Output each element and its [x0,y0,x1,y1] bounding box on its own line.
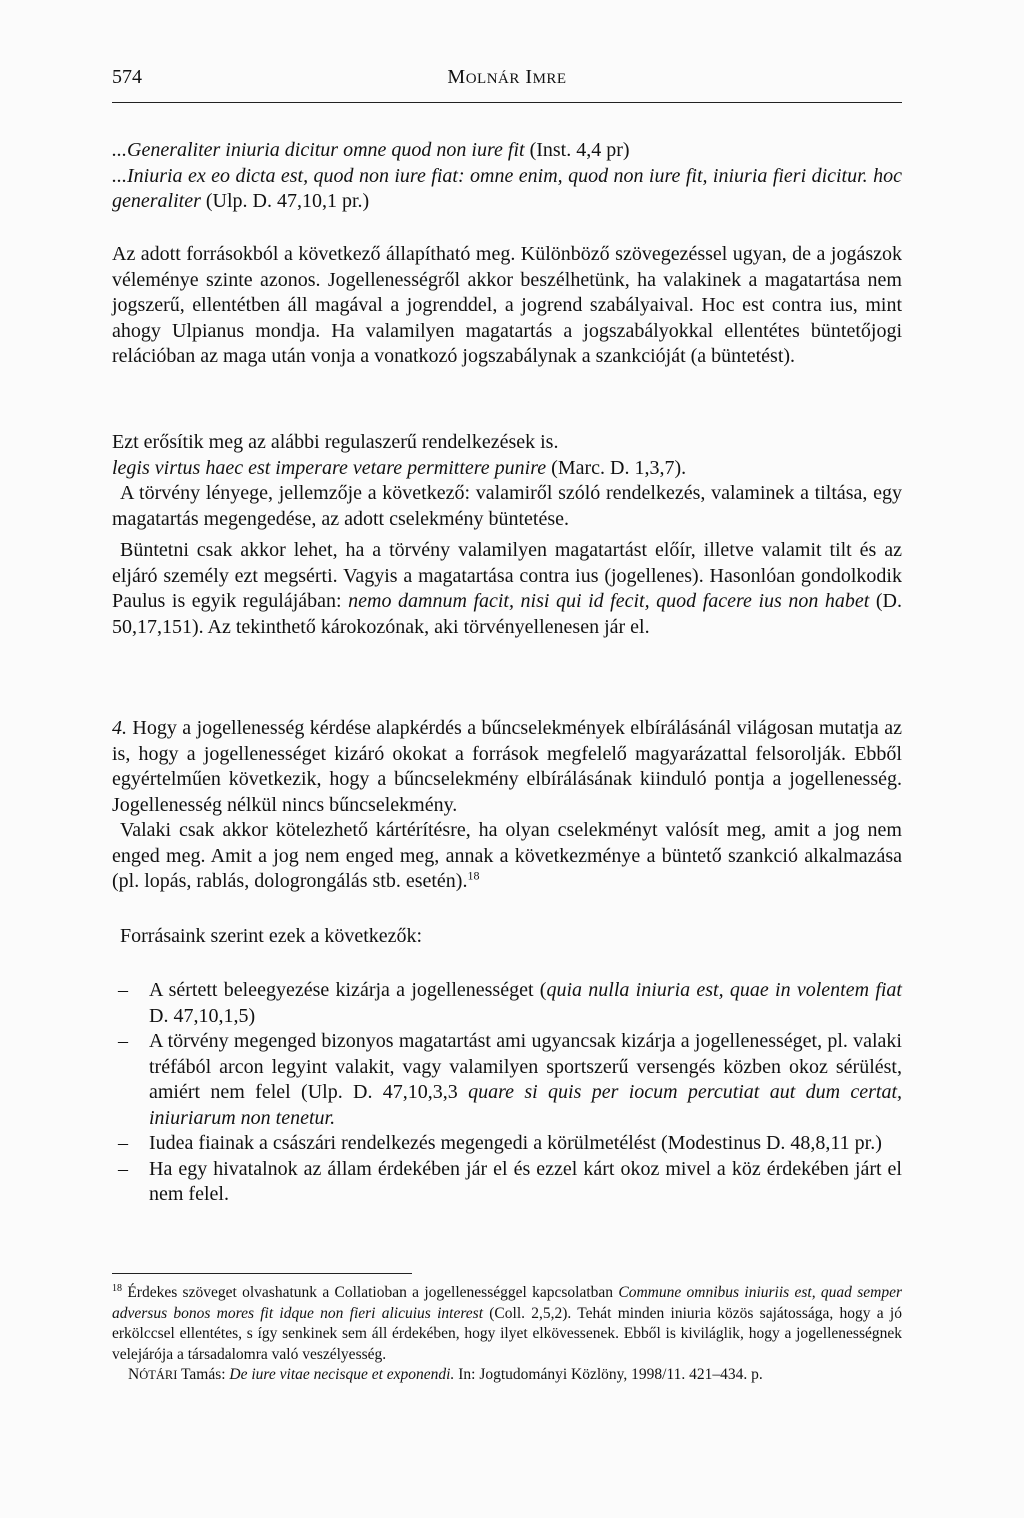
author-rest-2: MRE [532,71,567,87]
list-item-text: Iudea fiainak a császári rendelkezés megengedi a körülmetélést (Modestinus D. 48,8,11 pr.) [149,1132,882,1154]
paragraph-1 [112,242,902,370]
quote-2-ref: (Ulp. D. 47,10,1 pr.) [200,190,370,212]
citation-title: De iure vitae necisque et exponendi. [229,1366,455,1383]
footnote-citation [112,1365,902,1386]
paragraph-2-quote-latin: legis virtus haec est imperare vetare permittere punire [112,456,547,479]
list-item-latin: quia nulla iniuria est, quae in volentem fiat [546,979,902,1001]
paragraph-2-quote [112,456,902,482]
quote-2-latin: ...Iniuria ex eo dicta est, quod non iure fiat: omne enim, quod non iure fit, iniuria fieri dicitur. hoc generaliter [112,164,902,212]
paragraph-2-line-1: Ezt erősítik meg az alábbi regulaszerű rendelkezések is. [112,431,559,453]
footnote-18-text [112,1283,902,1365]
paragraph-3 [112,538,902,640]
quote-1-ref: (Inst. 4,4 pr) [524,139,630,161]
section-number: 4. [112,717,127,739]
list-item [112,1131,902,1157]
footnote-reference[interactable]: 18 [467,868,480,883]
section-4-p2-text: Valaki csak akkor kötelezhető kártérítésre, ha olyan cselekményt valósít meg, amit a jog nem enged meg. Amit a jog nem enged meg, annak a következménye a büntető szankció alkalmazása (pl. lopás, rablás, dologrongálás stb. esetén). [112,819,902,892]
exceptions-list [112,978,902,1208]
paragraph-3-text [112,538,902,640]
section-4-paragraph-3 [112,924,902,950]
footnote-latin: Commune omnibus iniuriis est, quad semper adversus bonos mores fit idque non fieri alicuius interest [112,1284,902,1322]
list-item-text: Ha egy hivatalnok az állam érdekében jár el és ezzel kárt okoz mivel a köz érdekében járt el nem felel. [149,1157,902,1205]
paragraph-3-text-2: (D. 50,17,151). Az tekinthető károkozónak, aki törvényellenesen jár el. [112,590,902,638]
author-cap-1: M [447,66,466,88]
list-dash: – [118,1132,128,1154]
list-item-text: A sértett beleegyezése kizárja a jogellenességet ( [149,979,547,1001]
list-item-text: A törvény megenged bizonyos magatartást ami ugyancsak kizárja a jogellenességet, pl. valaki tréfából arcon legyint valakit, vagy valamilyen sportszerű versengés közben okoz sérülést, amiért nem felel (Ulp. D. 47,10,3,3 [149,1030,902,1103]
quote-line-1 [112,138,902,164]
paragraph-2-line-3: A törvény lényege, jellemzője a következő: valamiről szóló rendelkezés, valaminek a tiltása, egy magatartás megengedése, az adott cselekmény büntetése. [112,482,902,530]
author-rest-1: OLNÁR [465,71,520,87]
quote-line-2 [112,164,902,215]
page-number: 574 [112,66,142,88]
citation-author-cap: N [128,1366,140,1383]
citation-author-rest: Tamás: [177,1366,230,1383]
quote-1-latin: ...Generaliter iniuria dicitur omne quod non iure fit [112,139,525,161]
citation-source: In: Jogtudományi Közlöny, 1998/11. 421–434. p. [454,1366,763,1383]
footnote-text-1: Érdekes szöveget olvashatunk a Collatioban a jogellenességgel kapcsolatban [122,1284,619,1301]
sources-intro: Forrásaink szerint ezek a következők: [120,925,423,947]
paragraph-2 [112,430,902,532]
page-header [112,66,902,103]
list-item-latin: quare si quis per iocum percutiat aut dum certat, iniuriarum non tenetur. [149,1081,902,1129]
section-4 [112,716,902,895]
list-item [112,1029,902,1131]
list-item [112,1157,902,1208]
footnote-text-2: (Coll. 2,5,2). Tehát minden iniuria közös sajátossága, hogy a jó erkölccsel ellentétes, s így senkinek sem áll érdekében, hogy ilyet elkövessenek. Ebből is kiviláglik, hogy a jogellenességnek velejárója a társadalomra való veszélyesség. [112,1304,902,1363]
section-4-paragraph-1 [112,716,902,818]
list-dash: – [118,1157,128,1180]
footnote-number: 18 [112,1282,122,1294]
footnote-divider [112,1273,412,1274]
section-4-p1-text: Hogy a jogellenesség kérdése alapkérdés a bűncselekmények elbírálásánál világosan mutatja az is, hogy a jogellenességet kizáró okokat a források megfelelő magyarázattal felsorolják. Ebből egyértelműen következik, hogy a bűncselekmény elbírálásának kiinduló pontja a jogellenesség. Jogellenesség nélkül nincs bűncselekmény. [112,717,902,816]
list-dash: – [118,979,128,1001]
list-item-text-end: D. 47,10,1,5) [149,1004,256,1027]
paragraph-2-quote-ref: (Marc. D. 1,3,7). [546,456,687,479]
list-dash: – [118,1030,128,1052]
section-4-paragraph-2 [112,818,902,895]
opening-quotes [112,138,902,215]
running-head-author [112,66,902,89]
list-item [112,978,902,1029]
footnote [112,1283,902,1386]
author-cap-2: I [525,66,533,88]
paragraph-3-text-1: Büntetni csak akkor lehet, ha a törvény valamilyen magatartást előír, illetve valamit tilt és az eljáró személy ezt megsérti. Vagyis a magatartása contra ius (jogellenes). Hasonlóan gondolkodik Paulus is egyik regulájában: [112,539,902,612]
citation-author-caps: ÓTÁRI [139,1368,178,1382]
paragraph-3-latin: nemo damnum facit, nisi qui id fecit, quod facere ius non habet [348,590,870,612]
paragraph-1-text: Az adott forrásokból a következő állapítható meg. Különböző szövegezéssel ugyan, de a jogászok véleménye szinte azonos. Jogellenességről akkor beszélhetünk, ha valakinek a magatartása nem jogszerű, ellentétben áll magával a jogrenddel, a jogrend szabályaival. Hoc est contra ius, mint ahogy Ulpianus mondja. Ha valamilyen magatartás a jogszabályokkal ellentétes büntetőjogi relációban az maga után vonja a vonatkozó jogszabálynak a szankcióját (a büntetést). [112,243,902,367]
